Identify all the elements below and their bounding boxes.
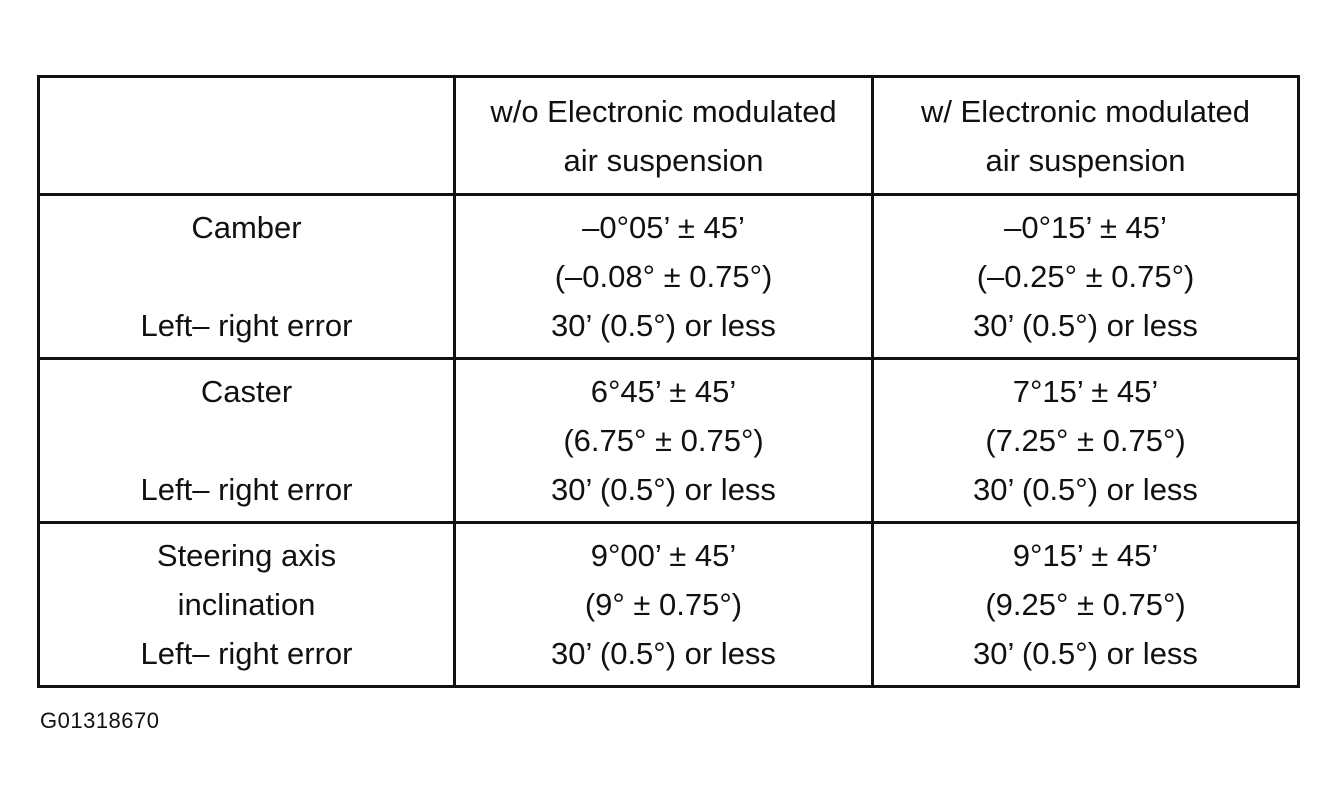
row-label: Left– right error (140, 308, 353, 343)
table-row-caster (39, 359, 1299, 523)
table-row-steering-axis (39, 523, 1299, 687)
header-without-ems (455, 77, 873, 195)
spec-value: 6°45’ ± 45’ (590, 374, 737, 409)
spec-value: 30’ (0.5°) or less (973, 472, 1198, 507)
spec-value: (9° ± 0.75°) (584, 587, 743, 622)
row-label: Steering axis (156, 538, 337, 573)
row-label (40, 252, 453, 301)
spec-value: 30’ (0.5°) or less (973, 308, 1198, 343)
spec-value: 30’ (0.5°) or less (551, 636, 776, 671)
row-label: inclination (177, 587, 316, 622)
table-row-camber (39, 195, 1299, 359)
row-label (40, 416, 453, 465)
header-text: air suspension (985, 142, 1186, 178)
value-cell-with-ems (873, 523, 1299, 687)
header-text: air suspension (563, 142, 764, 178)
row-label-cell (39, 359, 455, 523)
spec-value: (6.75° ± 0.75°) (563, 423, 764, 458)
row-label-cell (39, 523, 455, 687)
header-text: w/ Electronic modulated (920, 93, 1251, 129)
spec-value: –0°15’ ± 45’ (1004, 210, 1167, 245)
spec-value: (9.25° ± 0.75°) (985, 587, 1186, 622)
spec-value: 9°15’ ± 45’ (1012, 538, 1159, 573)
alignment-spec-table (37, 75, 1300, 688)
spec-value: (–0.08° ± 0.75°) (554, 259, 773, 294)
row-label: Camber (191, 210, 302, 245)
header-text: w/o Electronic modulated (490, 93, 837, 129)
row-label: Left– right error (140, 472, 353, 507)
value-cell-without-ems (455, 359, 873, 523)
row-label: Left– right error (140, 636, 353, 671)
figure-id: G01318670 (40, 708, 160, 733)
header-with-ems (873, 77, 1299, 195)
spec-value: 7°15’ ± 45’ (1012, 374, 1159, 409)
spec-value: 30’ (0.5°) or less (551, 472, 776, 507)
header-blank-cell (39, 77, 455, 195)
spec-value: 30’ (0.5°) or less (551, 308, 776, 343)
value-cell-with-ems (873, 359, 1299, 523)
spec-value: 9°00’ ± 45’ (590, 538, 737, 573)
spec-value: –0°05’ ± 45’ (582, 210, 745, 245)
spec-value: (7.25° ± 0.75°) (985, 423, 1186, 458)
spec-value: (–0.25° ± 0.75°) (976, 259, 1195, 294)
value-cell-without-ems (455, 523, 873, 687)
value-cell-with-ems (873, 195, 1299, 359)
row-label: Caster (200, 374, 293, 409)
spec-value: 30’ (0.5°) or less (973, 636, 1198, 671)
value-cell-without-ems (455, 195, 873, 359)
header-row (39, 77, 1299, 195)
row-label-cell (39, 195, 455, 359)
